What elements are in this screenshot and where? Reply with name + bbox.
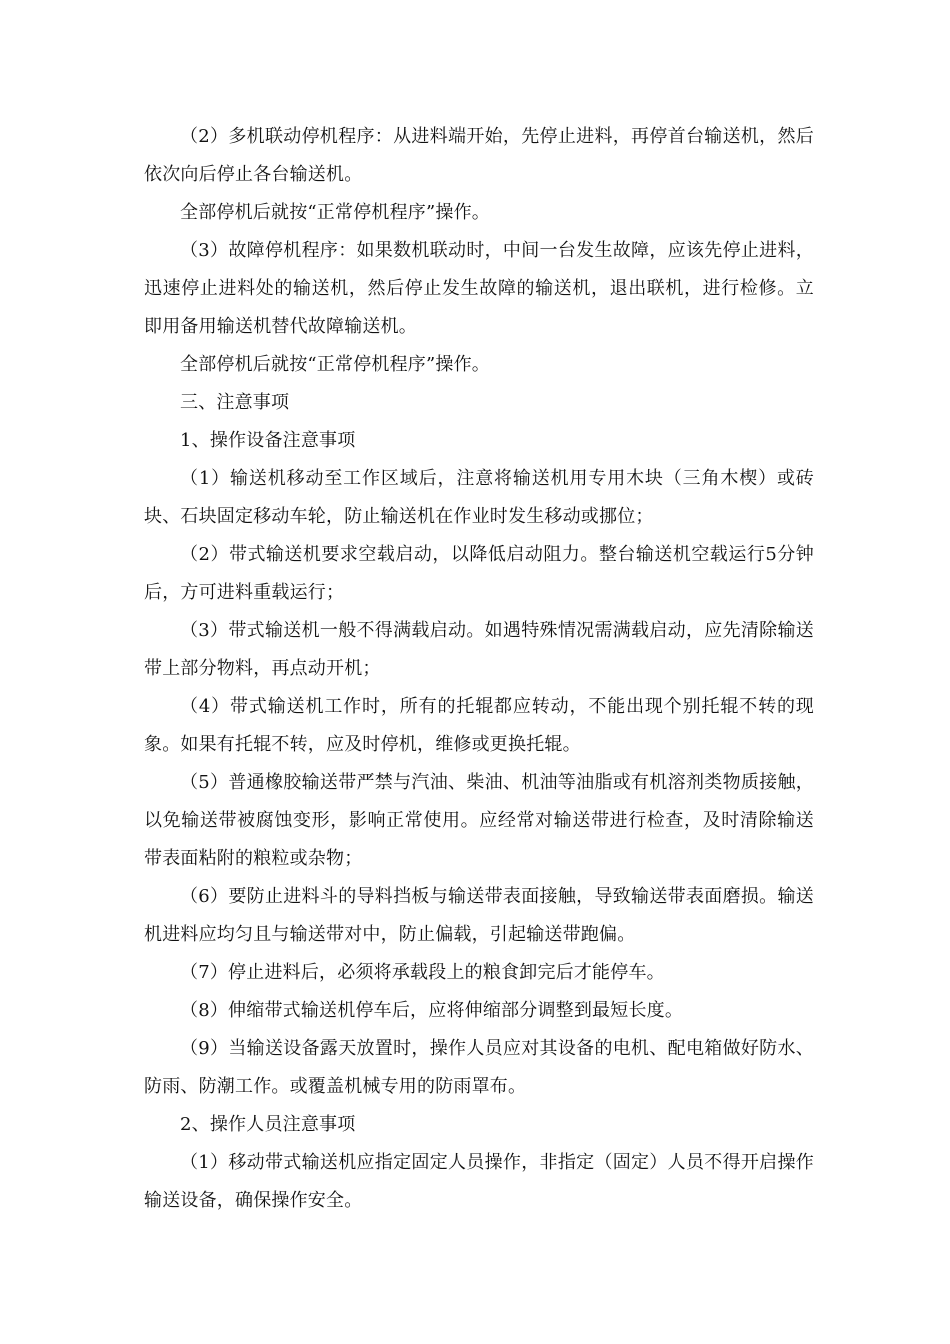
subheading-operator-precautions: 2、操作人员注意事项 <box>180 1114 356 1135</box>
paragraph-multi-machine-stop: （2）多机联动停机程序：从进料端开始，先停止进料，再停首台输送机，然后依次向后停止各台输送机。 <box>144 126 814 185</box>
item-equipment-4: （4）带式输送机工作时，所有的托辊都应转动，不能出现个别托辊不转的现象。如果有托辊不转，应及时停机，维修或更换托辊。 <box>144 696 814 755</box>
paragraph-fault-stop: （3）故障停机程序：如果数机联动时，中间一台发生故障，应该先停止进料，迅速停止进料处的输送机，然后停止发生故障的输送机，退出联机，进行检修。立即用备用输送机替代故障输送机。 <box>144 240 814 337</box>
section-heading-precautions: 三、注意事项 <box>180 392 290 413</box>
item-equipment-3: （3）带式输送机一般不得满载启动。如遇特殊情况需满载启动，应先清除输送带上部分物料，再点动开机； <box>144 620 814 679</box>
paragraph-normal-stop-note-1: 全部停机后就按“正常停机程序”操作。 <box>180 202 491 223</box>
item-equipment-5: （5）普通橡胶输送带严禁与汽油、柴油、机油等油脂或有机溶剂类物质接触，以免输送带被腐蚀变形，影响正常使用。应经常对输送带进行检查，及时清除输送带表面粘附的粮粒或杂物； <box>144 772 814 869</box>
paragraph-normal-stop-note-2: 全部停机后就按“正常停机程序”操作。 <box>180 354 491 375</box>
subheading-equipment-precautions: 1、操作设备注意事项 <box>180 430 356 451</box>
item-operator-1: （1）移动带式输送机应指定固定人员操作，非指定（固定）人员不得开启操作输送设备，确保操作安全。 <box>144 1152 814 1211</box>
item-equipment-2: （2）带式输送机要求空载启动，以降低启动阻力。整台输送机空载运行5分钟后，方可进料重载运行； <box>144 544 814 603</box>
item-equipment-1: （1）输送机移动至工作区域后，注意将输送机用专用木块（三角木楔）或砖块、石块固定移动车轮，防止输送机在作业时发生移动或挪位； <box>144 468 814 527</box>
item-equipment-8: （8）伸缩带式输送机停车后，应将伸缩部分调整到最短长度。 <box>180 1000 684 1021</box>
item-equipment-7: （7）停止进料后，必须将承载段上的粮食卸完后才能停车。 <box>180 962 665 983</box>
item-equipment-9: （9）当输送设备露天放置时，操作人员应对其设备的电机、配电箱做好防水、防雨、防潮工作。或覆盖机械专用的防雨罩布。 <box>144 1038 814 1097</box>
item-equipment-6: （6）要防止进料斗的导料挡板与输送带表面接触，导致输送带表面磨损。输送机进料应均匀且与输送带对中，防止偏载，引起输送带跑偏。 <box>144 886 814 945</box>
document-body <box>144 118 814 1220</box>
